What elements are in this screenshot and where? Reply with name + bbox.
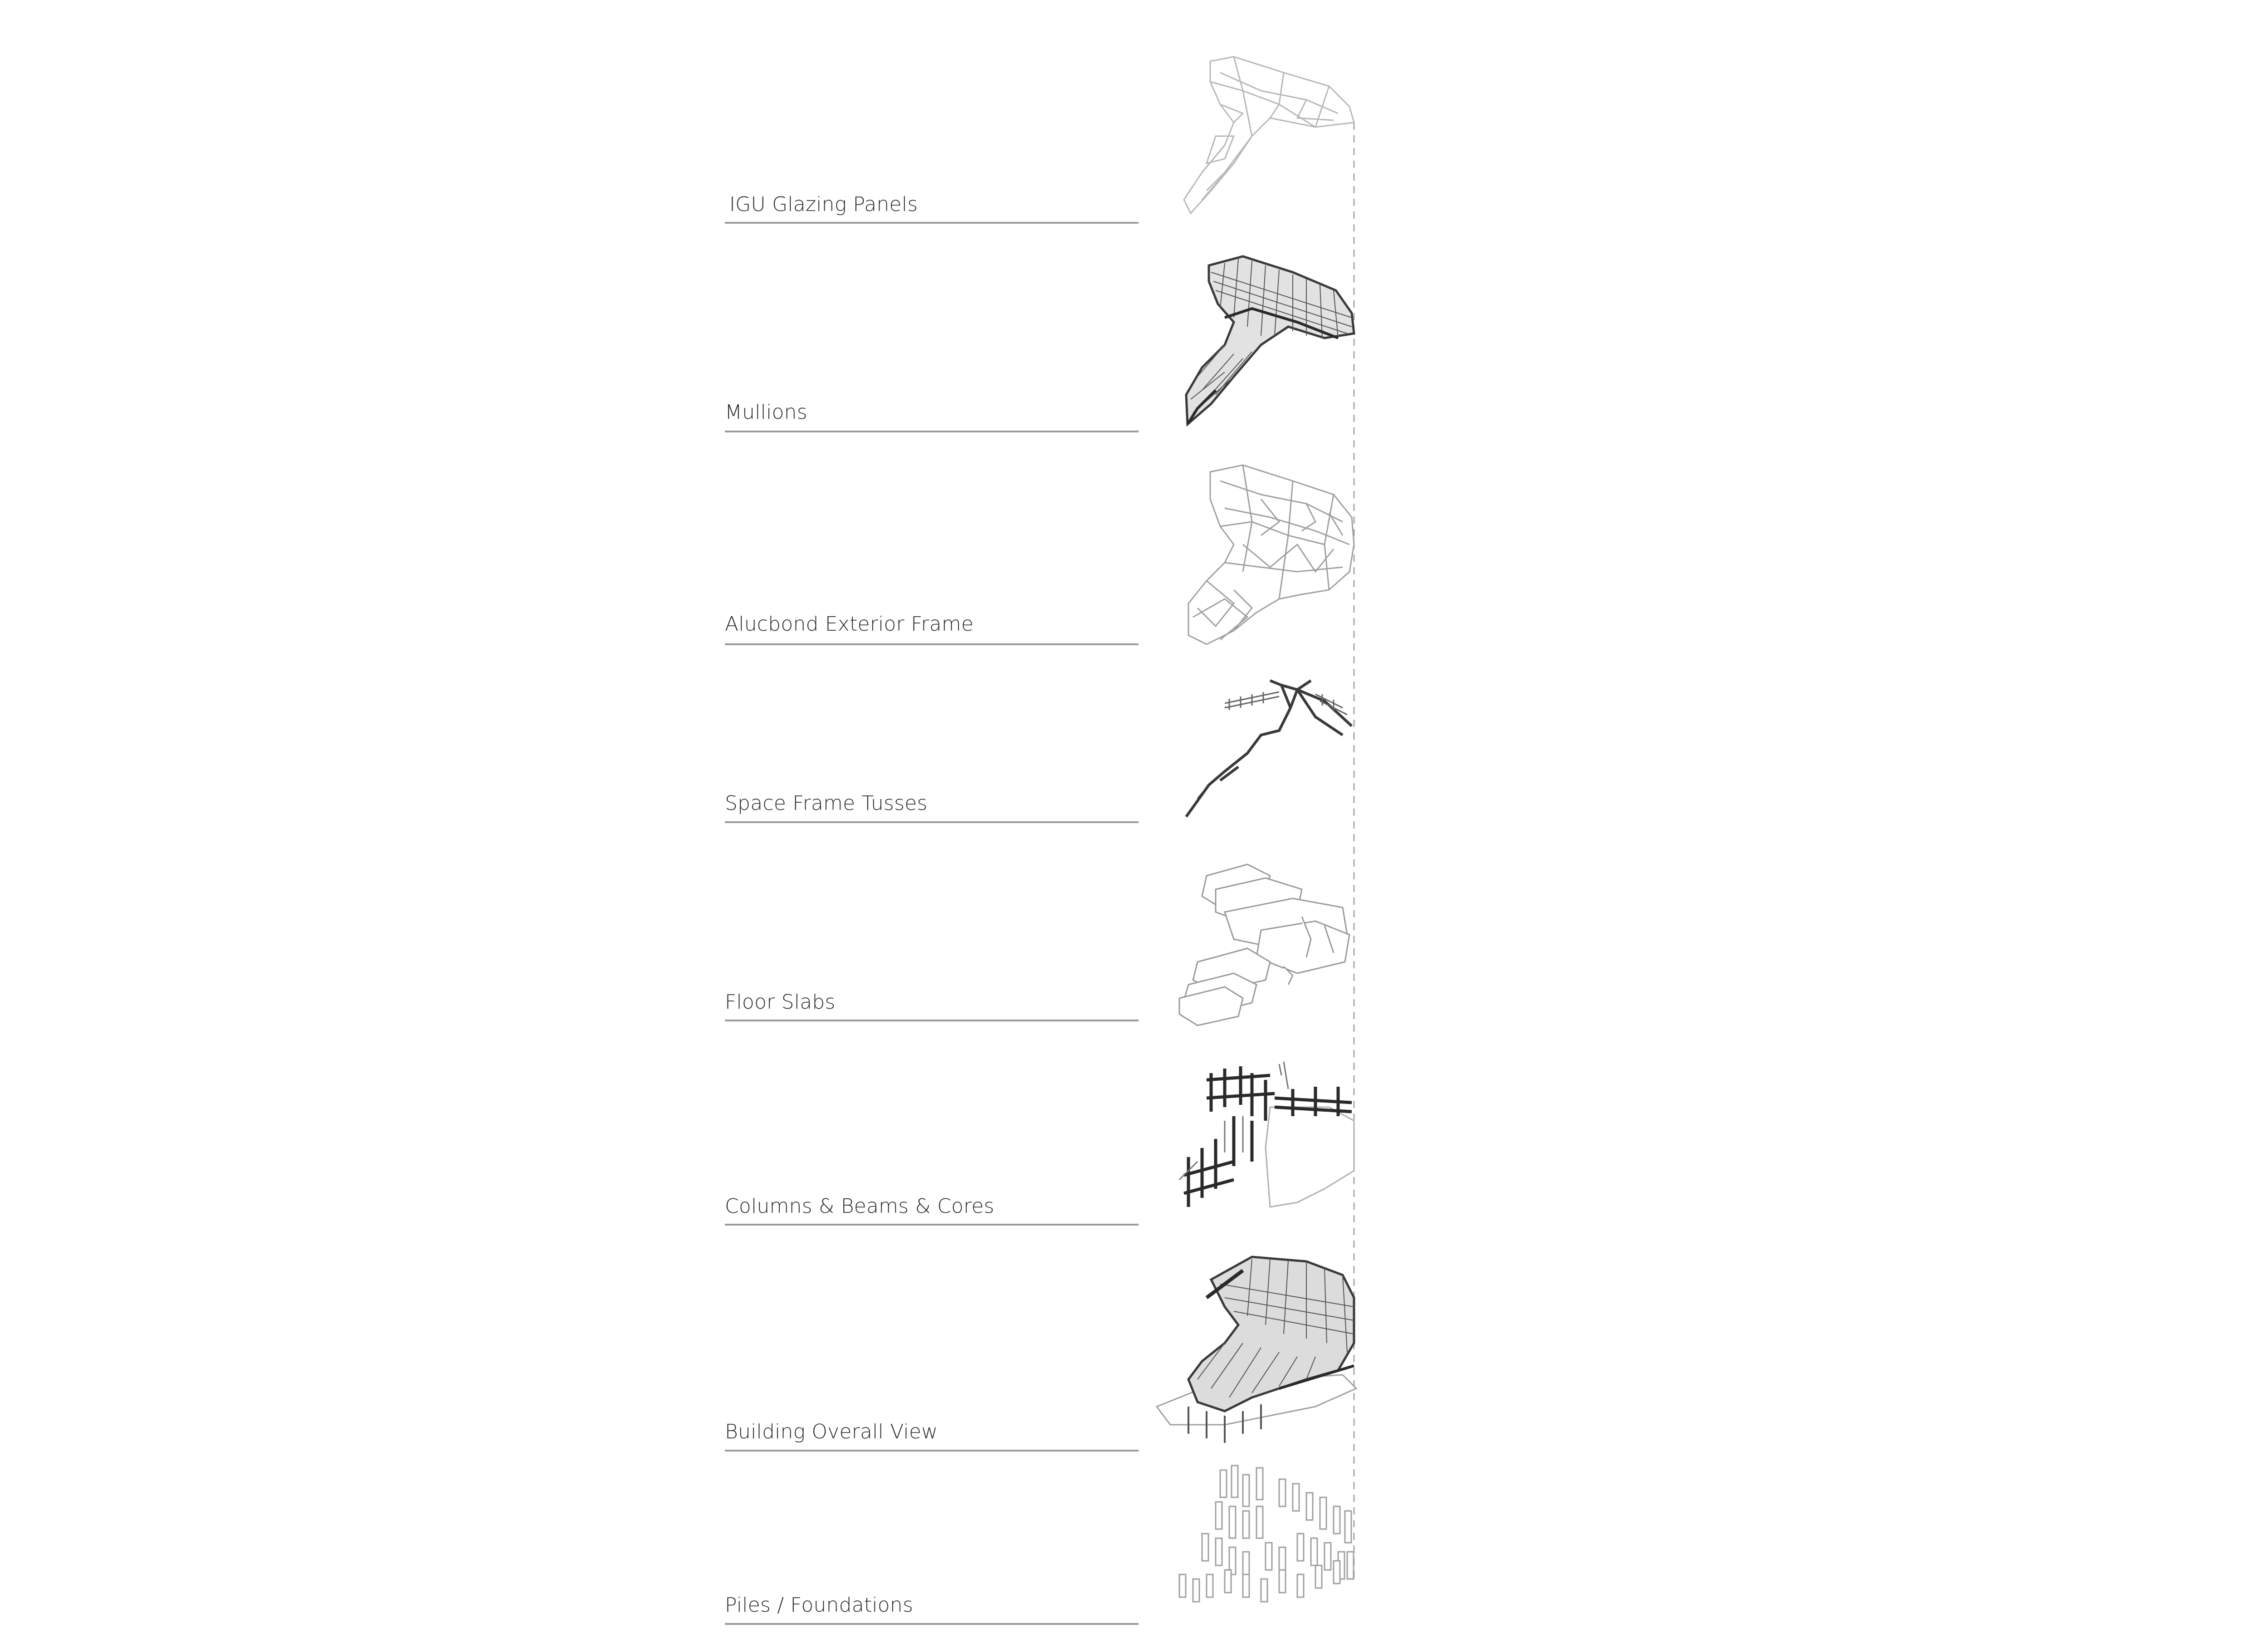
label-space-frame-tusses: Space Frame Tusses — [725, 792, 928, 815]
label-building-overall-view: Building Overall View — [725, 1420, 938, 1443]
piles-foundations-drawing — [1179, 1466, 1354, 1602]
alucbond-exterior-frame-drawing — [1188, 465, 1354, 644]
label-columns-beams-cores: Columns & Beams & Cores — [725, 1195, 994, 1218]
floor-slabs-drawing — [1179, 864, 1349, 1025]
columns-beams-cores-drawing — [1179, 1062, 1354, 1207]
space-frame-tusses-drawing — [1186, 681, 1352, 817]
igu-glazing-panels-drawing — [1184, 57, 1354, 213]
label-igu-glazing-panels: IGU Glazing Panels — [729, 193, 918, 216]
label-alucbond-exterior-frame: Alucbond Exterior Frame — [725, 613, 974, 636]
label-floor-slabs: Floor Slabs — [725, 991, 836, 1014]
label-piles-foundations: Piles / Foundations — [725, 1594, 914, 1617]
building-overall-view-drawing — [1157, 1257, 1356, 1443]
mullions-drawing — [1186, 256, 1354, 424]
label-mullions: Mullions — [725, 401, 807, 424]
